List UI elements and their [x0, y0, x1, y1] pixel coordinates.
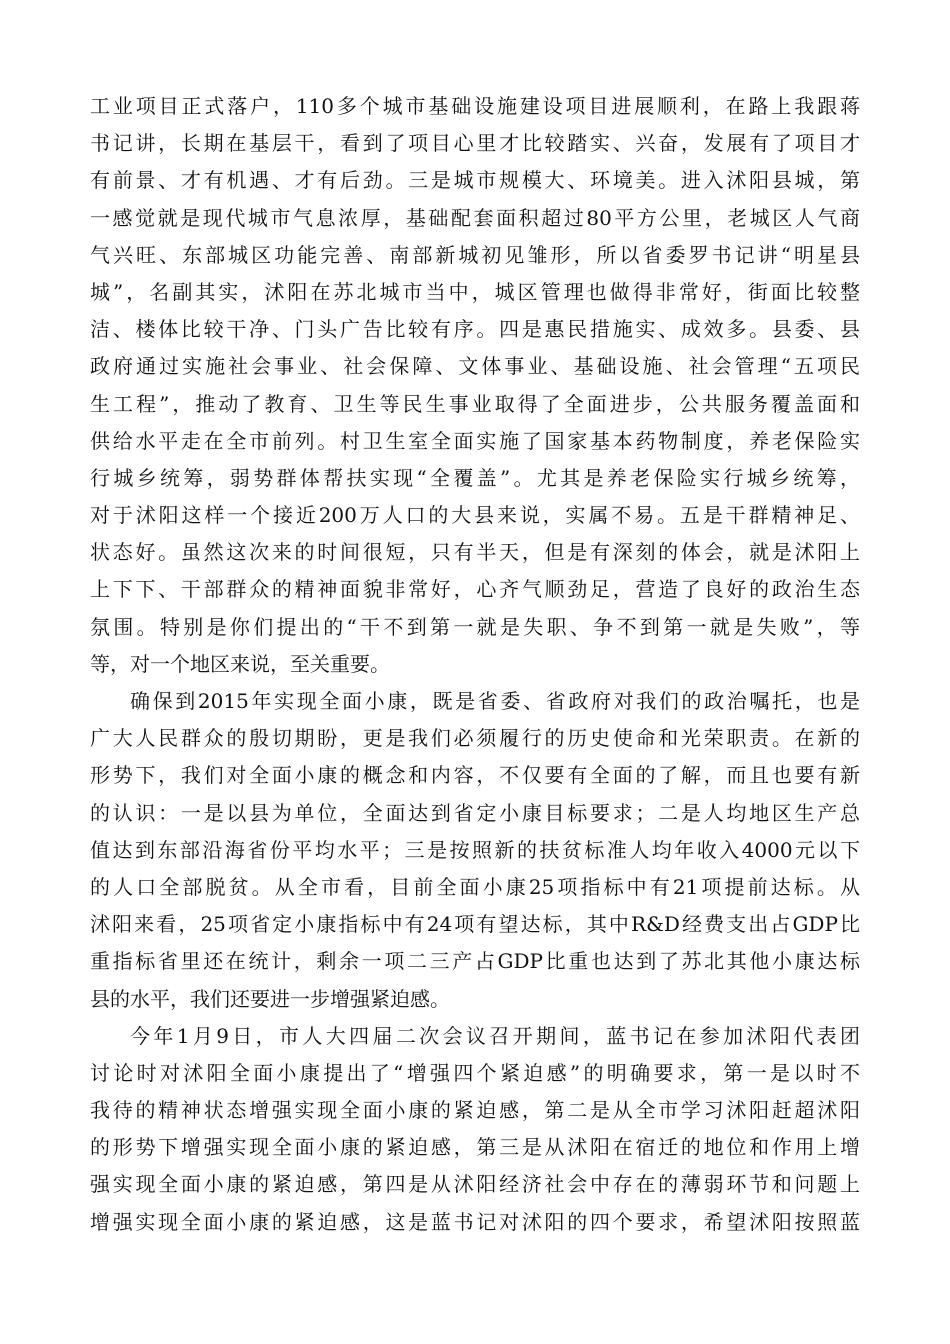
text-line: 广大人民群众的殷切期盼，更是我们必须履行的历史使命和光荣职责。在新的 — [90, 726, 860, 751]
text-line: 形势下，我们对全面小康的概念和内容，不仅要有全面的了解，而且也要有新 — [90, 763, 860, 788]
text-line: 今年1月9日，市人大四届二次会议召开期间，蓝书记在参加沭阳代表团 — [130, 1023, 860, 1048]
text-line: 有前景、才有机遇、才有后劲。三是城市规模大、环境美。进入沭阳县城，第 — [90, 168, 860, 193]
text-line: 上下下、干部群众的精神面貌非常好，心齐气顺劲足，营造了良好的政治生态 — [90, 577, 860, 602]
text-line: 城”，名副其实，沭阳在苏北城市当中，城区管理也做得非常好，街面比较整 — [90, 279, 860, 304]
text-line: 等，对一个地区来说，至关重要。 — [90, 651, 390, 676]
text-line: 供给水平走在全市前列。村卫生室全面实施了国家基本药物制度，养老保险实 — [90, 428, 860, 453]
text-line: 我待的精神状态增强实现全面小康的紧迫感，第二是从全市学习沭阳赶超沭阳 — [90, 1098, 860, 1123]
text-line: 确保到2015年实现全面小康，既是省委、省政府对我们的政治嘱托，也是 — [130, 689, 860, 713]
text-line: 生工程”，推动了教育、卫生等民生事业取得了全面进步，公共服务覆盖面和 — [90, 391, 860, 416]
text-line: 对于沭阳这样一个接近200万人口的大县来说，实属不易。五是干群精神足、 — [90, 503, 860, 528]
text-line: 值达到东部沿海省份平均水平；三是按照新的扶贫标准人均年收入4000元以下 — [90, 837, 860, 862]
text-line: 政府通过实施社会事业、社会保障、文体事业、基础设施、社会管理“五项民 — [90, 354, 860, 379]
text-line: 气兴旺、东部城区功能完善、南部新城初见雏形，所以省委罗书记讲“明星县 — [90, 242, 860, 267]
text-line: 重指标省里还在统计，剩余一项二三产占GDP比重也达到了苏北其他小康达标 — [90, 949, 860, 974]
text-line: 书记讲，长期在基层干，看到了项目心里才比较踏实、兴奋，发展有了项目才 — [90, 131, 860, 156]
text-line: 强实现全面小康的紧迫感，第四是从沭阳经济社会中存在的薄弱环节和问题上 — [90, 1172, 860, 1197]
body-text — [90, 88, 860, 1241]
text-line: 洁、楼体比较干净、门头广告比较有序。四是惠民措施实、成效多。县委、县 — [90, 317, 860, 342]
text-line: 的人口全部脱贫。从全市看，目前全面小康25项指标中有21项提前达标。从 — [90, 874, 860, 899]
text-line: 氛围。特别是你们提出的“干不到第一就是失职、争不到第一就是失败”，等 — [90, 614, 860, 639]
text-line: 讨论时对沭阳全面小康提出了“增强四个紧迫感”的明确要求，第一是以时不 — [90, 1060, 860, 1085]
text-line: 行城乡统筹，弱势群体帮扶实现“全覆盖”。尤其是养老保险实行城乡统筹， — [90, 465, 860, 490]
text-line: 沭阳来看，25项省定小康指标中有24项有望达标，其中R&D经费支出占GDP比 — [90, 912, 860, 937]
text-line: 增强实现全面小康的紧迫感，这是蓝书记对沭阳的四个要求，希望沭阳按照蓝 — [90, 1209, 860, 1234]
text-line: 县的水平，我们还要进一步增强紧迫感。 — [90, 986, 450, 1011]
text-line: 的形势下增强实现全面小康的紧迫感，第三是从沭阳在宿迁的地位和作用上增 — [90, 1135, 860, 1160]
text-line: 一感觉就是现代城市气息浓厚，基础配套面积超过80平方公里，老城区人气商 — [90, 205, 860, 230]
text-line: 的认识：一是以县为单位，全面达到省定小康目标要求；二是人均地区生产总 — [90, 800, 860, 825]
text-line: 工业项目正式落户，110多个城市基础设施建设项目进展顺利，在路上我跟蒋 — [90, 94, 860, 118]
text-line: 状态好。虽然这次来的时间很短，只有半天，但是有深刻的体会，就是沭阳上 — [90, 540, 860, 565]
